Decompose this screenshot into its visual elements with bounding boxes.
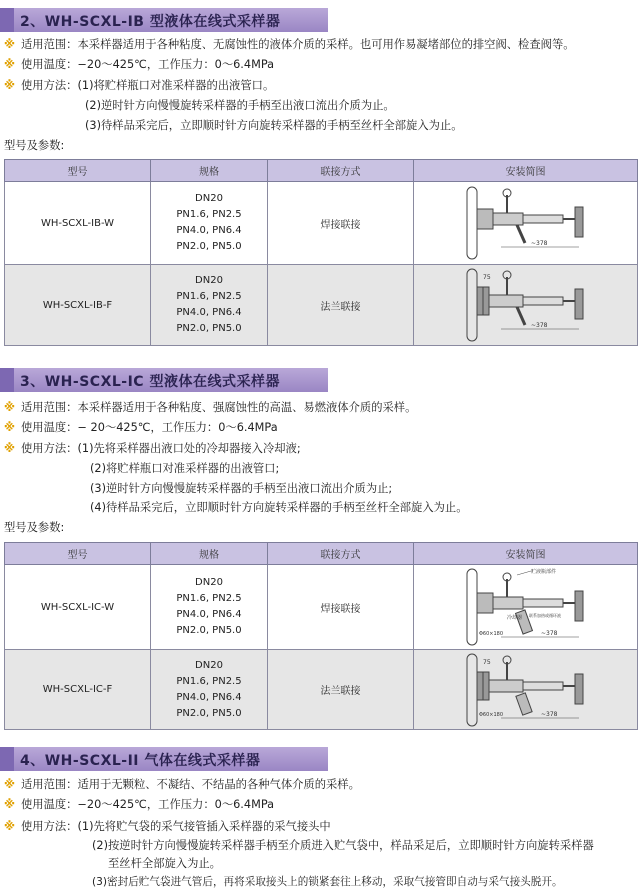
header-diagram: 安装简图: [414, 543, 638, 565]
method-line: (3)逆时针方向慢慢旋转采样器的手柄至出液口流出介质为止;: [90, 482, 393, 495]
params-label: 型号及参数:: [4, 139, 65, 152]
section-title: 2、WH-SCXL-IB 型液体在线式采样器: [20, 14, 281, 30]
temp-line: ※ 使用温度：−20～425℃，工作压力：0～6.4MPa: [4, 58, 275, 71]
install-diagram: [414, 182, 638, 265]
svg-text:~378: ~378: [540, 630, 557, 637]
table-row: [5, 650, 638, 730]
spec-table: [4, 159, 638, 346]
svg-text:75: 75: [482, 274, 491, 281]
method-line: (2)按逆时针方向慢慢旋转采样器手柄至介质进入贮气袋中，样品采足后，立即顺时针方向旋转采样器: [92, 839, 594, 852]
section-ii: [0, 745, 644, 771]
install-diagram: [414, 265, 638, 346]
header-conn: 联接方式: [268, 543, 414, 565]
scope-line: ※ 适用范围：本采样器适用于各种粘度、强腐蚀性的高温、易燃液体介质的采样。: [4, 401, 417, 414]
header-spec: 规格: [151, 160, 268, 182]
spec-cell: DN20 PN1.6, PN2.5 PN4.0, PN6.4 PN2.0, PN5.0: [151, 650, 268, 730]
header-spec: 规格: [151, 543, 268, 565]
connection-cell: 焊接联接: [268, 565, 414, 650]
install-diagram: [414, 650, 638, 730]
connection-cell: 法兰联接: [268, 265, 414, 346]
section-title: 4、WH-SCXL-II 气体在线式采样器: [20, 753, 261, 769]
header-model: 型号: [5, 160, 151, 182]
table-row: [5, 265, 638, 346]
spec-cell: DN20 PN1.6, PN2.5 PN4.0, PN6.4 PN2.0, PN5.0: [151, 265, 268, 346]
svg-text:75: 75: [482, 658, 491, 666]
scope-line: ※ 适用范围：本采样器适用于各种粘度、无腐蚀性的液体介质的采样。也可用作易凝堵部位的排空阀、检查阀等。: [4, 38, 575, 51]
section-ic: [0, 366, 644, 392]
method-line: (4)待样品采完后，立即顺时针方向旋转采样器的手柄至丝杆全部旋入为止。: [90, 501, 468, 514]
connection-cell: 法兰联接: [268, 650, 414, 730]
table-row: [5, 182, 638, 265]
header-conn: 联接方式: [268, 160, 414, 182]
header-diagram: 安装简图: [414, 160, 638, 182]
section-title: 3、WH-SCXL-IC 型液体在线式采样器: [20, 374, 280, 390]
svg-text:~378: ~378: [530, 322, 547, 329]
install-diagram: [414, 565, 638, 650]
method-line: (2)将贮样瓶口对准采样器的出液管口;: [90, 462, 280, 475]
section-banner: [0, 366, 644, 392]
svg-text:贮液瓶部件: 贮液瓶部件: [530, 569, 556, 575]
method-line: (3)密封后贮气袋进气管后，再将采取接头上的锁紧套往上移动，采取气接管即自动与采气接头脱开。: [92, 876, 563, 888]
model-cell: WH-SCXL-IC-W: [5, 565, 151, 650]
method-line: 至丝杆全部旋入为止。: [108, 857, 221, 870]
header-model: 型号: [5, 543, 151, 565]
method-line: ※ 使用方法：(1)先将贮气袋的采气接管插入采样器的采气接头中: [4, 820, 331, 833]
svg-text:Φ60×180: Φ60×180: [478, 711, 503, 718]
section-banner: [0, 745, 644, 771]
spec-cell: DN20 PN1.6, PN2.5 PN4.0, PN6.4 PN2.0, PN5.0: [151, 565, 268, 650]
svg-text:~378: ~378: [540, 710, 557, 718]
spec-cell: DN20 PN1.6, PN2.5 PN4.0, PN6.4 PN2.0, PN5.0: [151, 182, 268, 265]
method-line: ※ 使用方法：(1)将贮样瓶口对准采样器的出液管口。: [4, 79, 275, 92]
method-line: ※ 使用方法：(1)先将采样器出液口处的冷却器接入冷却液;: [4, 442, 301, 455]
svg-text:~378: ~378: [530, 240, 547, 247]
temp-line: ※ 使用温度：− 20～425℃，工作压力：0～6.4MPa: [4, 421, 278, 434]
model-cell: WH-SCXL-IB-F: [5, 265, 151, 346]
method-line: (3)待样品采完后，立即顺时针方向旋转采样器的手柄至丝杆全部旋入为止。: [85, 119, 463, 132]
table-row: [5, 565, 638, 650]
params-label: 型号及参数:: [4, 521, 65, 534]
section-ib: [0, 6, 644, 32]
model-cell: WH-SCXL-IC-F: [5, 650, 151, 730]
temp-line: ※ 使用温度：−20～425℃，工作压力：0～6.4MPa: [4, 798, 275, 811]
svg-text:Φ60×180: Φ60×180: [478, 631, 503, 637]
svg-text:联系加热或循环液: 联系加热或循环液: [528, 613, 561, 618]
svg-text:冷却器: 冷却器: [506, 615, 522, 621]
section-banner: [0, 6, 644, 32]
method-line: (2)逆时针方向慢慢旋转采样器的手柄至出液口流出介质为止。: [85, 99, 395, 112]
connection-cell: 焊接联接: [268, 182, 414, 265]
model-cell: WH-SCXL-IB-W: [5, 182, 151, 265]
scope-line: ※ 适用范围：适用于无颗粒、不凝结、不结晶的各种气体介质的采样。: [4, 778, 360, 791]
spec-table: [4, 542, 638, 730]
